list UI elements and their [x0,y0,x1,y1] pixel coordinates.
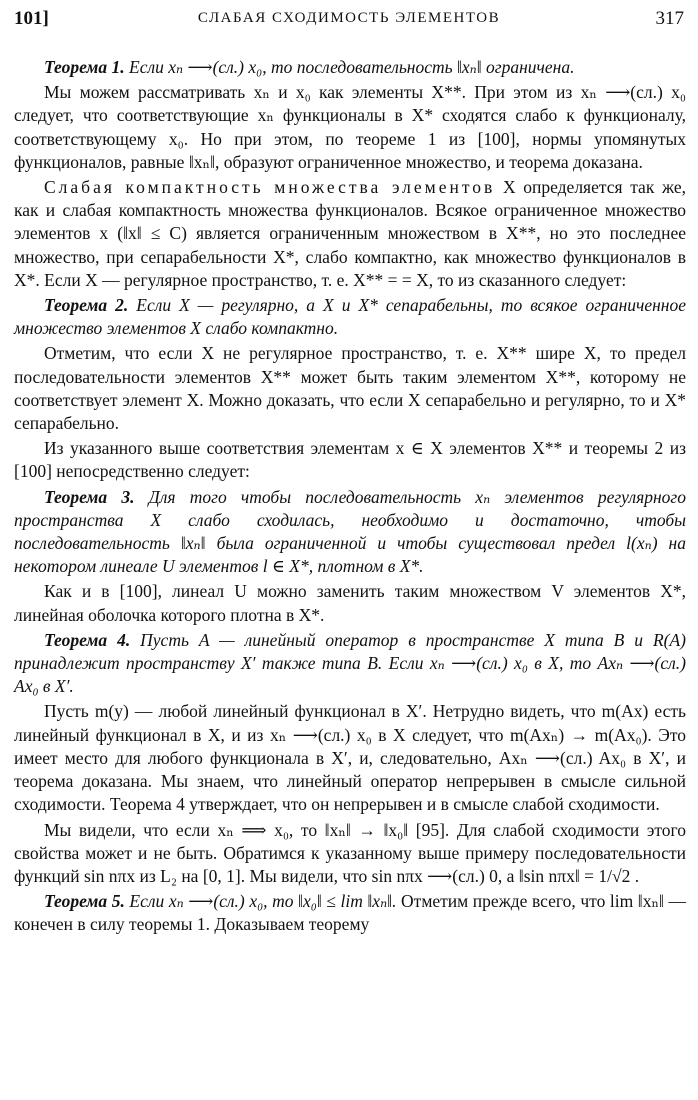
paragraph-6-text: Пусть m(y) — любой линейный функционал в X′. Нетрудно видеть, что m(Ax) есть линейный функционал в X, и из xₙ ⟶(сл.) x₀ в X следует, что m(Axₙ) → m(Ax₀). Это имеет место для любого функционала в X′, и, следовательно, Axₙ ⟶(сл.) Ax₀ в X′, и теорема доказана. Мы знаем, что линейный оператор непрерывен в смысле сильной сходимости. Теорема 4 утверждает, что он непрерывен и в смысле слабой сходимости. [14,701,686,815]
theorem-2-name: Теорема 2. [44,295,129,316]
page-body [14,56,686,937]
paragraph-6 [14,700,686,816]
paragraph-4-text: Из указанного выше соответствия элементам x ∈ X элементов X** и теоремы 2 из [100] непосредственно следует: [14,438,686,482]
theorem-1-name: Теорема 1. [44,57,125,77]
paragraph-5-text: Как и в [100], линеал U можно заменить таким множеством V элементов X*, линейная оболочка которого плотна в X*. [14,581,686,625]
paragraph-2-text: X определяется так же, как и слабая компактность множества функционалов. Всякое ограниченное множество элементов x (‖x‖ ≤ C) является ограниченным множеством в X**, но это последнее множество, при сепарабельности X*, слабо компактно, как множество функционалов в X*. Если X — регулярное пространство, т. е. X** = = X, то из сказанного следует: [14,177,686,290]
paragraph-1-text: Мы можем рассматривать xₙ и x₀ как элементы X**. При этом из xₙ ⟶(сл.) x₀ следует, что соответствующие xₙ функционалы в X* сходятся слабо к функционалу, соответствующему x₀. Но при этом, по теореме 1 из [100], нормы упомянутых функционалов, равные ‖xₙ‖, образуют ограниченное множество, и теорема доказана. [14,82,686,172]
theorem-5-name: Теорема 5. [44,891,125,912]
theorem-5 [14,890,686,936]
running-title: СЛАБАЯ СХОДИМОСТЬ ЭЛЕМЕНТОВ [197,10,501,26]
theorem-3-statement: Для того чтобы последовательность xₙ элементов регулярного пространства X слабо сходилась, необходимо и достаточно, чтобы последовательность ‖xₙ‖ была ограниченной и чтобы существовал предел l(xₙ) на некотором линеале U элементов l ∈ X*, плотном в X*. [14,486,686,577]
theorem-4-statement: Пусть A — линейный оператор в пространстве X типа B и R(A) принадлежит пространству X′ также типа B. Если xₙ ⟶(сл.) x₀ в X, то Axₙ ⟶(сл.) Ax₀ в X′. [14,629,686,697]
theorem-1-statement: Если xₙ ⟶(сл.) x₀, то последовательность ‖xₙ‖ ограничена. [129,57,575,77]
running-header [14,8,684,36]
theorem-3-name: Теорема 3. [44,486,135,507]
page-number: 317 [655,8,684,29]
paragraph-7 [14,819,686,889]
theorem-1 [14,56,686,79]
theorem-3 [14,486,686,579]
theorem-4 [14,629,686,699]
paragraph-7-text: Мы видели, что если xₙ ⟹ x₀, то ‖xₙ‖ → ‖x₀‖ [95]. Для слабой сходимости этого свойства может и не быть. Обратимся к указанному выше примеру последовательности функций sin nπx из L₂ на [0, 1]. Мы видели, что sin nπx ⟶(сл.) 0, а ‖sin nπx‖ = 1/√2 . [14,819,686,886]
paragraph-3-text: Отметим, что если X не регулярное пространство, т. е. X** шире X, то предел последовательности элементов X** может быть таким элементом X**, которому не соответствует элемент X. Можно доказать, что если X сепарабельно и регулярно, то и X* сепарабельно. [14,343,686,434]
theorem-2-statement: Если X — регулярно, а X и X* сепарабельны, то всякое ограниченное множество элементов X слабо компактно. [14,295,686,339]
theorem-5-statement: Если xₙ ⟶(сл.) x₀, то ‖x₀‖ ≤ lim ‖xₙ‖. [129,891,397,912]
paragraph-5 [14,580,686,626]
theorem-2 [14,294,686,340]
paragraph-1 [14,81,686,174]
theorem-5-continuation: Отметим прежде всего, что lim ‖xₙ‖ — конечен в силу теоремы 1. Доказываем теорему [14,891,686,935]
theorem-4-name: Теорема 4. [44,629,131,650]
paragraph-2 [14,176,686,292]
paragraph-4 [14,437,686,483]
section-number: 101] [14,8,49,29]
paragraph-2-lead: Слабая компактность множества элементов [44,177,496,198]
paragraph-3 [14,342,686,435]
